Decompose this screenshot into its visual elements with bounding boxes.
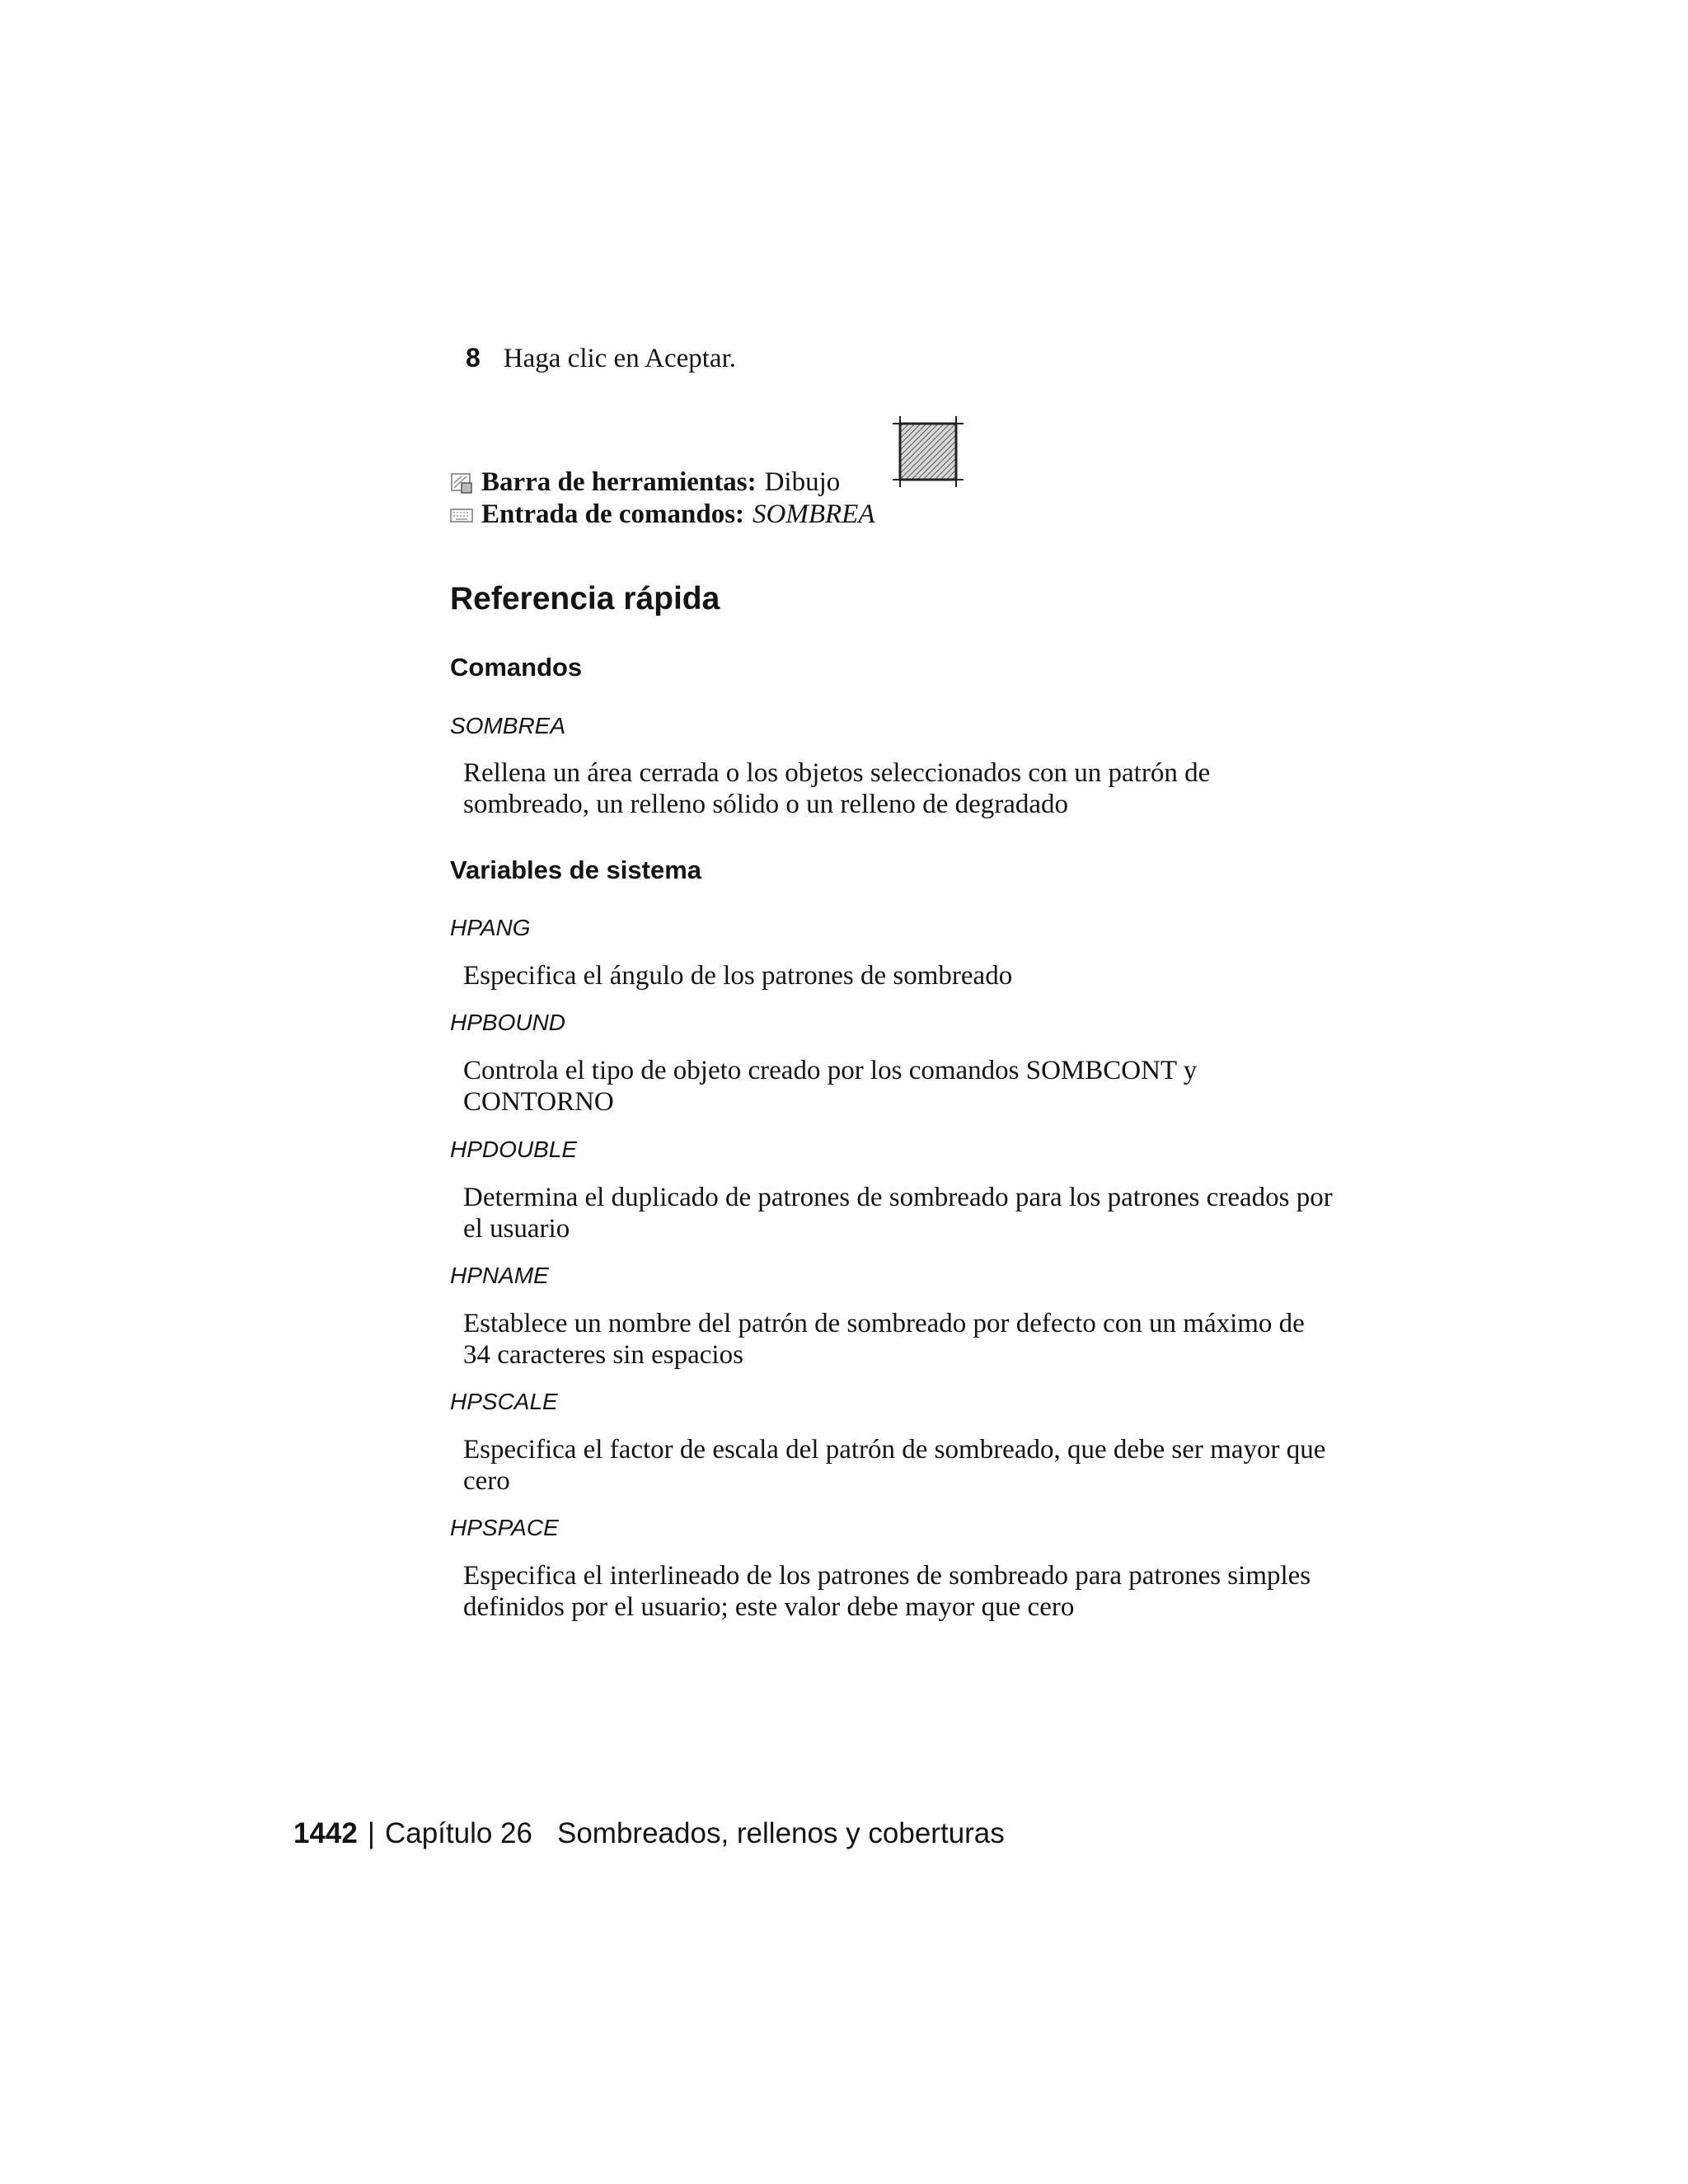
sysvar-name: HPSPACE <box>450 1515 559 1540</box>
sysvar-description: Especifica el factor de escala del patrón de sombreado, que debe ser mayor que cero <box>463 1435 1326 1496</box>
command-entry-reference <box>450 499 874 530</box>
hatch-tool-icon <box>893 416 964 487</box>
command-name: SOMBREA <box>450 713 566 738</box>
sysvar-description: Especifica el ángulo de los patrones de sombreado <box>463 961 1013 991</box>
sysvar-name: HPANG <box>450 915 531 940</box>
step-8 <box>466 343 736 374</box>
sysvar-description: Especifica el interlineado de los patrones de sombreado para patrones simples definidos por el usuario; este valor debe mayor que cero <box>463 1561 1311 1622</box>
sysvar-name: HPSCALE <box>450 1389 558 1414</box>
sysvar-description: Controla el tipo de objeto creado por los comandos SOMBCONT y CONTORNO <box>463 1056 1198 1117</box>
command-entry-value: SOMBREA <box>753 499 875 529</box>
toolbar-reference <box>450 467 840 498</box>
sysvar-name: HPBOUND <box>450 1010 566 1035</box>
toolbar-label: Barra de herramientas: <box>481 467 757 497</box>
command-entry-label: Entrada de comandos: <box>481 499 745 529</box>
sysvars-heading: Variables de sistema <box>450 855 702 884</box>
toolbar-value: Dibujo <box>764 467 841 497</box>
chapter-title: Sombreados, rellenos y coberturas <box>557 1817 1005 1849</box>
chapter-number: Capítulo 26 <box>384 1817 532 1849</box>
commands-heading: Comandos <box>450 653 583 682</box>
sysvar-name: HPNAME <box>450 1263 549 1288</box>
sysvar-name: HPDOUBLE <box>450 1137 578 1162</box>
keyboard-icon <box>450 504 473 527</box>
toolbar-icon <box>450 471 473 494</box>
sysvar-description: Establece un nombre del patrón de sombreado por defecto con un máximo de 34 caracteres sin espacios <box>463 1309 1305 1370</box>
command-description: Rellena un área cerrada o los objetos seleccionados con un patrón de sombreado, un relleno sólido o un relleno de degradado <box>463 758 1211 819</box>
sysvar-description: Determina el duplicado de patrones de sombreado para los patrones creados por el usuario <box>463 1183 1333 1244</box>
step-number: 8 <box>466 343 481 373</box>
step-text: Haga clic en Aceptar. <box>503 344 736 373</box>
footer-separator: | <box>367 1817 375 1849</box>
quick-reference-title: Referencia rápida <box>450 581 720 616</box>
page-number: 1442 <box>293 1817 358 1849</box>
page-footer <box>293 1817 1005 1850</box>
